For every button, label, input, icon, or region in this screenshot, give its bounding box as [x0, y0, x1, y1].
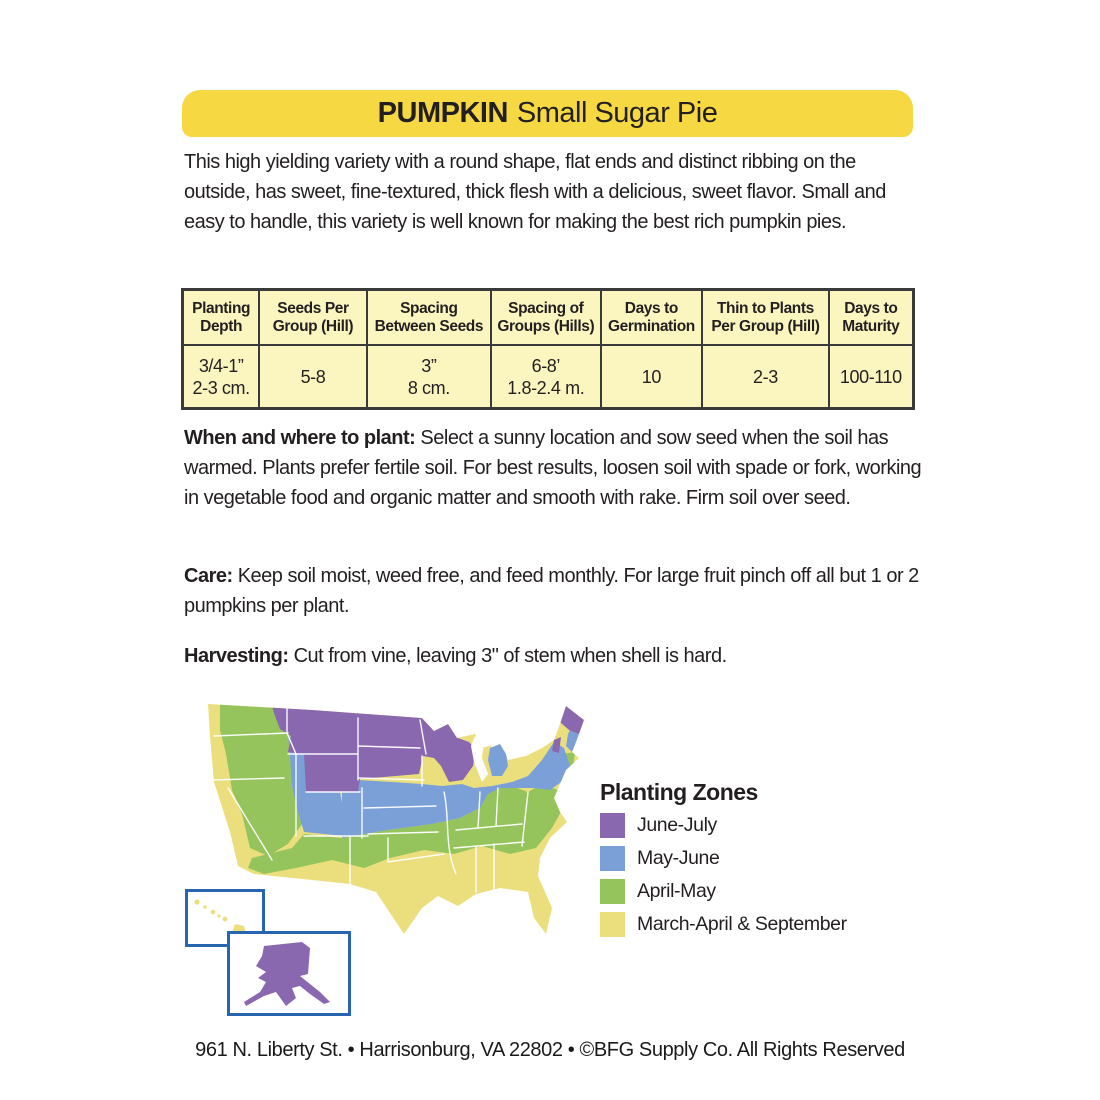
variety-subname: Small Sugar Pie — [516, 97, 718, 129]
legend-title: Planting Zones — [600, 779, 758, 805]
harvesting-section — [184, 641, 922, 671]
legend-swatch-april-may — [600, 879, 625, 904]
table-cell: 3” 8 cm. — [367, 345, 491, 409]
col-header: Spacing Between Seeds — [367, 290, 491, 346]
footer-address: 961 N. Liberty St. • Harrisonburg, VA 22802 • ©BFG Supply Co. All Rights Reserved — [195, 1039, 905, 1061]
table-cell: 2-3 — [702, 345, 828, 409]
description-text: This high yielding variety with a round shape, flat ends and distinct ribbing on the outside, has sweet, fine-textured, thick flesh with a delicious, sweet flavor. Small and easy to handle, this variety is well known for making the best rich pumpkin pies. — [184, 151, 886, 233]
section-text: Cut from vine, leaving 3" of stem when shell is hard. — [293, 645, 727, 667]
col-header: Days to Germination — [601, 290, 703, 346]
variety-name: PUMPKIN — [377, 97, 508, 129]
legend-label: April-May — [637, 880, 716, 902]
legend-label: March-April & September — [637, 913, 847, 935]
table-cell: 3/4-1” 2-3 cm. — [183, 345, 260, 409]
section-label: Harvesting: — [184, 645, 289, 667]
table-header-row — [183, 290, 914, 346]
table-cell: 10 — [601, 345, 703, 409]
legend-item — [600, 912, 920, 937]
col-header: Seeds Per Group (Hill) — [259, 290, 366, 346]
legend-item — [600, 813, 920, 838]
table-value-row — [183, 345, 914, 409]
section-text: Select a sunny location and sow seed when the soil has warmed. Plants prefer fertile soil. For best results, loosen soil with spade or fork, working in vegetable food and organic matter and smooth with rake. Firm soil over seed. — [184, 427, 922, 509]
col-header: Planting Depth — [183, 290, 260, 346]
title-banner — [182, 90, 913, 137]
alaska-shape — [230, 934, 348, 1013]
planting-zones-legend — [600, 779, 920, 945]
table-cell: 100-110 — [829, 345, 914, 409]
section-label: When and where to plant: — [184, 427, 416, 449]
care-section — [184, 561, 922, 621]
legend-swatch-march-april-september — [600, 912, 625, 937]
legend-item — [600, 879, 920, 904]
table-cell: 6-8’ 1.8-2.4 m. — [491, 345, 601, 409]
section-text: Keep soil moist, weed free, and feed monthly. For large fruit pinch off all but 1 or 2 pumpkins per plant. — [184, 565, 919, 617]
col-header: Thin to Plants Per Group (Hill) — [702, 290, 828, 346]
alaska-inset — [227, 931, 351, 1016]
table-cell: 5-8 — [259, 345, 366, 409]
planting-spec-table — [181, 288, 915, 410]
when-where-section — [184, 423, 922, 513]
col-header: Days to Maturity — [829, 290, 914, 346]
legend-item — [600, 846, 920, 871]
section-label: Care: — [184, 565, 233, 587]
col-header: Spacing of Groups (Hills) — [491, 290, 601, 346]
legend-swatch-may-june — [600, 846, 625, 871]
legend-swatch-june-july — [600, 813, 625, 838]
legend-label: June-July — [637, 814, 717, 836]
legend-label: May-June — [637, 847, 720, 869]
